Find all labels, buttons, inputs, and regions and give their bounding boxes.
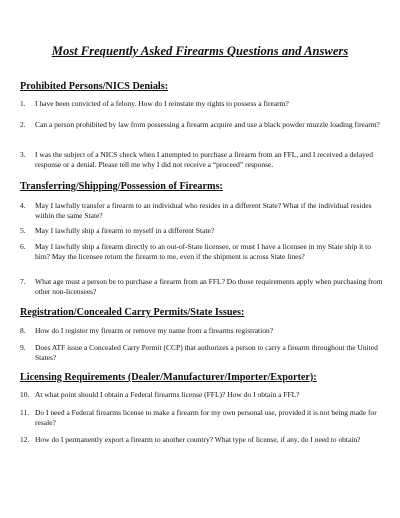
question-text: What age must a person be to purchase a firearm from an FFL? Do those requirements apply when purchasing from other non-licensees? (35, 277, 383, 296)
question-item (20, 201, 390, 220)
question-text: I was the subject of a NICS check when I attempted to purchase a firearm from an FFL, and I received a delayed response or a denial. Please tell me why I did not receive a “proceed” response. (35, 150, 373, 169)
question-number: 7. (20, 277, 26, 286)
question-number: 10. (20, 390, 30, 399)
question-text: May I lawfully transfer a firearm to an individual who resides in a different State? What if the individual resides within the same State? (35, 201, 372, 220)
question-number: 5. (20, 226, 26, 235)
question-number: 6. (20, 242, 26, 251)
question-item (20, 99, 390, 109)
question-item (20, 120, 390, 130)
question-item (20, 277, 390, 296)
question-number: 9. (20, 343, 26, 352)
question-number: 1. (20, 99, 26, 108)
question-number: 4. (20, 201, 26, 210)
question-text: May I lawfully ship a firearm directly to an out-of-State licensee, or must I have a licensee in my State ship it to him? May the licensee return the firearm to me, even if the shipment is across State lines? (35, 242, 371, 261)
section-heading-transferring-shipping: Transferring/Shipping/Possession of Firearms: (20, 181, 223, 192)
question-text: Can a person prohibited by law from possessing a firearm acquire and use a black powder muzzle loading firearm? (35, 120, 380, 129)
question-item (20, 226, 390, 236)
question-text: At what point should I obtain a Federal firearms license (FFL)? How do I obtain a FFL? (35, 390, 300, 399)
question-item (20, 408, 390, 427)
question-item (20, 242, 390, 261)
question-item (20, 390, 390, 400)
question-number: 2. (20, 120, 26, 129)
section-heading-licensing-requirements: Licensing Requirements (Dealer/Manufacturer/Importer/Exporter): (20, 372, 317, 383)
question-number: 11. (20, 408, 30, 417)
question-item (20, 150, 390, 169)
question-text: How do I permanently export a firearm to another country? What type of license, if any, do I need to obtain? (35, 435, 361, 444)
question-text: How do I register my firearm or remove my name from a firearms registration? (35, 326, 274, 335)
question-text: Do I need a Federal firearms license to make a firearm for my own personal use, provided it is not being made for resale? (35, 408, 377, 427)
question-text: Does ATF issue a Concealed Carry Permit (CCP) that authorizes a person to carry a firearm throughout the United States? (35, 343, 378, 362)
question-number: 3. (20, 150, 26, 159)
question-number: 8. (20, 326, 26, 335)
question-item (20, 343, 390, 362)
page-title: Most Frequently Asked Firearms Questions and Answers (51, 44, 349, 58)
question-number: 12. (20, 435, 30, 444)
section-heading-prohibited-persons: Prohibited Persons/NICS Denials: (20, 81, 169, 92)
question-item (20, 326, 390, 336)
question-text: I have been convicted of a felony. How do I reinstate my rights to possess a firearm? (35, 99, 289, 108)
question-text: May I lawfully ship a firearm to myself in a different State? (35, 226, 215, 235)
question-item (20, 435, 390, 445)
section-heading-registration-ccp: Registration/Concealed Carry Permits/State Issues: (20, 307, 245, 318)
